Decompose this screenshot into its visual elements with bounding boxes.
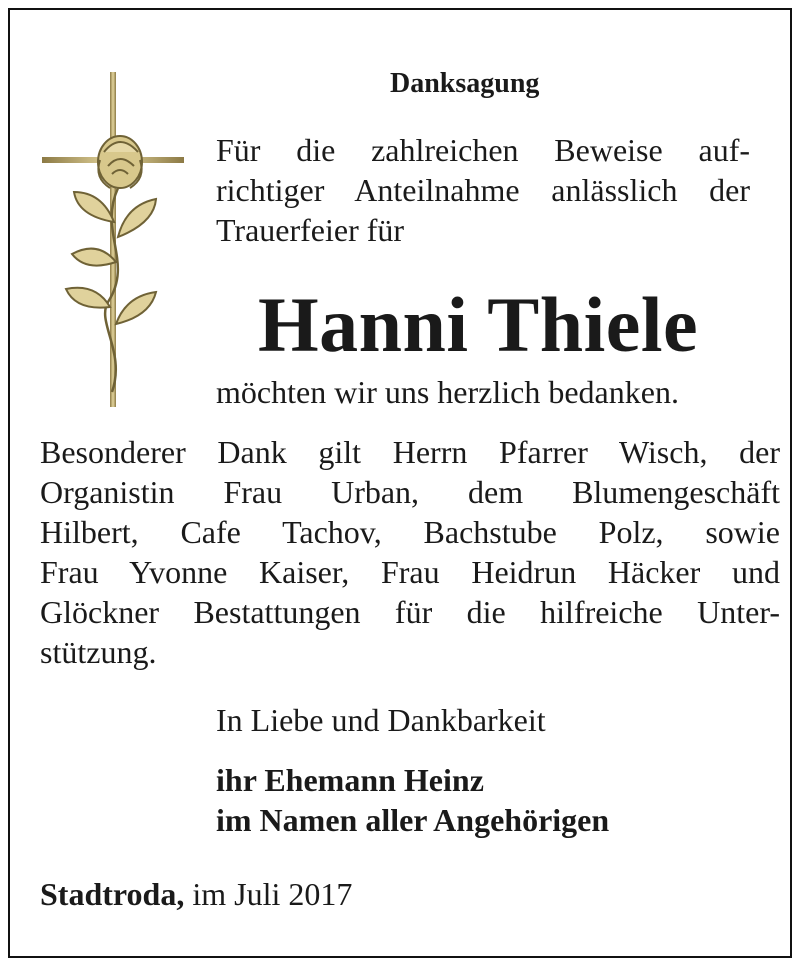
date: im Juli 2017 xyxy=(184,876,353,912)
closing-line: In Liebe und Dankbarkeit xyxy=(216,702,546,738)
body-line-6: stützung. xyxy=(40,634,157,670)
obituary-card xyxy=(8,8,792,958)
deceased-name: Hanni Thiele xyxy=(258,281,699,368)
place-date-line xyxy=(40,876,352,913)
heading: Danksagung xyxy=(390,68,540,99)
signature-line-1: ihr Ehemann Heinz xyxy=(216,762,484,798)
cross-with-rose-icon xyxy=(38,62,188,407)
body-line-4: Frau Yvonne Kaiser, Frau Heidrun Häcker und xyxy=(40,554,780,590)
body-line-3: Hilbert, Cafe Tachov, Bachstube Polz, sowie xyxy=(40,514,780,550)
thanks-line: möchten wir uns herzlich bedanken. xyxy=(216,374,679,410)
intro-line-3: Trauerfeier für xyxy=(216,212,405,248)
body-line-2: Organistin Frau Urban, dem Blumengeschäft xyxy=(40,474,780,510)
signature-line-2: im Namen aller Angehörigen xyxy=(216,802,610,838)
intro-line-2: richtiger Anteilnahme anlässlich der xyxy=(216,172,750,208)
intro-line-1: Für die zahlreichen Beweise auf- xyxy=(216,132,750,168)
body-line-1: Besonderer Dank gilt Herrn Pfarrer Wisch, der xyxy=(40,434,780,470)
place-name: Stadtroda, xyxy=(40,876,185,912)
body-line-5: Glöckner Bestattungen für die hilfreiche Unter- xyxy=(40,594,780,630)
